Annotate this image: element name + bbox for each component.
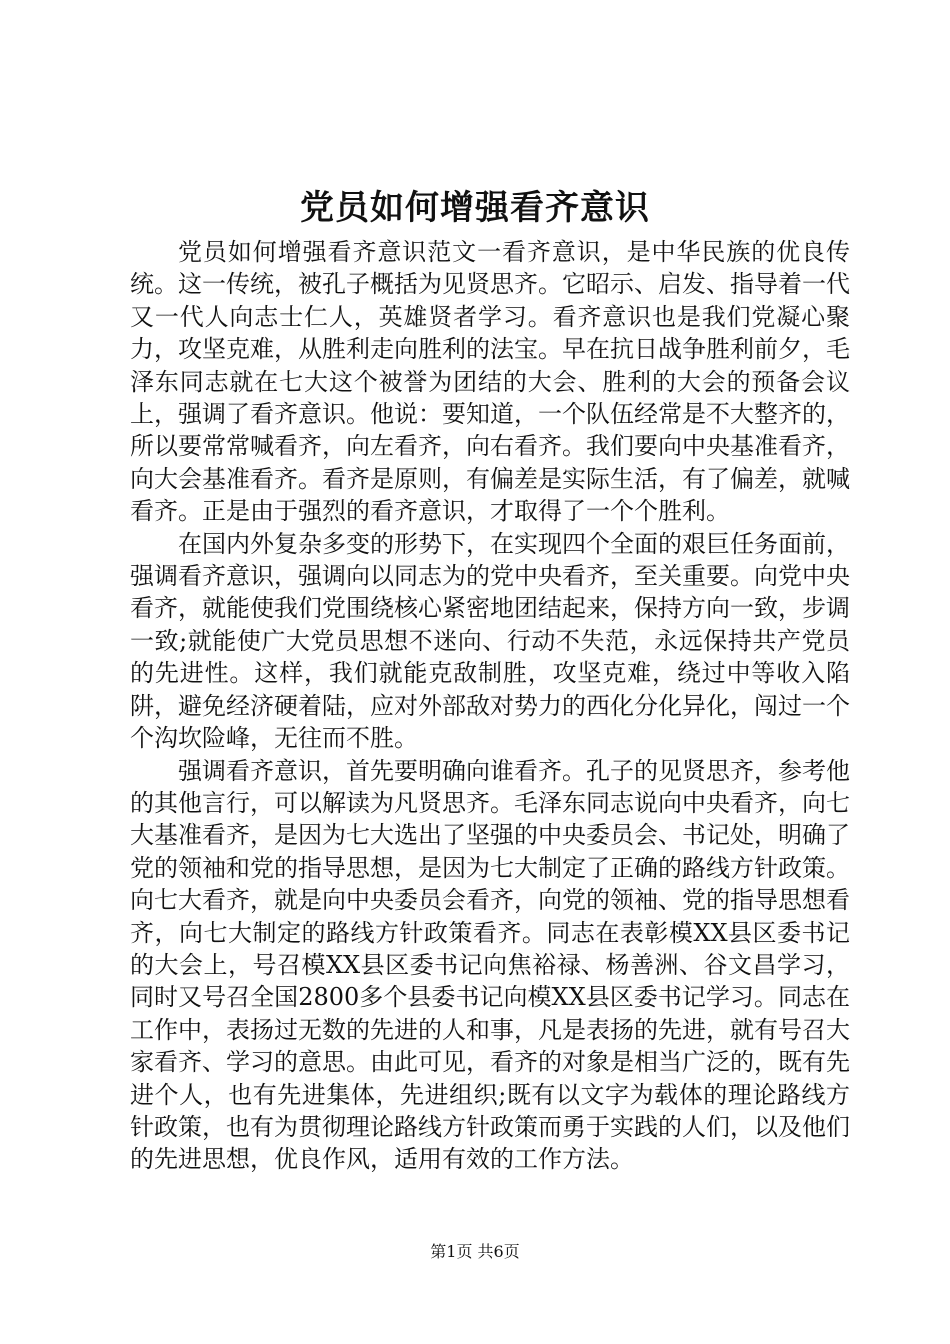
paragraph-1: 党员如何增强看齐意识范文一看齐意识，是中华民族的优良传统。这一传统，被孔子概括为见贤思齐。它昭示、启发、指导着一代又一代人向志士仁人，英雄贤者学习。看齐意识也是我们党凝心聚力，攻坚克难，从胜利走向胜利的法宝。早在抗日战争胜利前夕，毛泽东同志就在七大这个被誉为团结的大会、胜利的大会的预备会议上，强调了看齐意识。他说：要知道，一个队伍经常是不大整齐的，所以要常常喊看齐，向左看齐，向右看齐。我们要向中央基准看齐，向大会基准看齐。看齐是原则，有偏差是实际生活，有了偏差，就喊看齐。正是由于强烈的看齐意识，才取得了一个个胜利。 [130, 238, 850, 526]
page-footer: 第1页 共6页 [430, 1242, 520, 1261]
paragraph-2: 在国内外复杂多变的形势下，在实现四个全面的艰巨任务面前，强调看齐意识，强调向以同志为的党中央看齐，至关重要。向党中央看齐，就能使我们党围绕核心紧密地团结起来，保持方向一致，步调一致;就能使广大党员思想不迷向、行动不失范，永远保持共产党员的先进性。这样，我们就能克敌制胜，攻坚克难，绕过中等收入陷阱，避免经济硬着陆，应对外部敌对势力的西化分化异化，闯过一个个沟坎险峰，无往而不胜。 [130, 529, 850, 753]
document-title: 党员如何增强看齐意识 [300, 188, 650, 228]
document-body [130, 236, 850, 1176]
paragraph-3: 强调看齐意识，首先要明确向谁看齐。孔子的见贤思齐，参考他的其他言行，可以解读为凡贤思齐。毛泽东同志说向中央看齐，向七大基准看齐，是因为七大选出了坚强的中央委员会、书记处，明确了党的领袖和党的指导思想，是因为七大制定了正确的路线方针政策。向七大看齐，就是向中央委员会看齐，向党的领袖、党的指导思想看齐，向七大制定的路线方针政策看齐。同志在表彰模XX县区委书记的大会上，号召模XX县区委书记向焦裕禄、杨善洲、谷文昌学习，同时又号召全国2800多个县委书记向模XX县区委书记学习。同志在工作中，表扬过无数的先进的人和事，凡是表扬的先进，就有号召大家看齐、学习的意思。由此可见，看齐的对象是相当广泛的，既有先进个人，也有先进集体，先进组织;既有以文字为载体的理论路线方针政策，也有为贯彻理论路线方针政策而勇于实践的人们，以及他们的先进思想，优良作风，适用有效的工作方法。 [130, 756, 850, 1174]
